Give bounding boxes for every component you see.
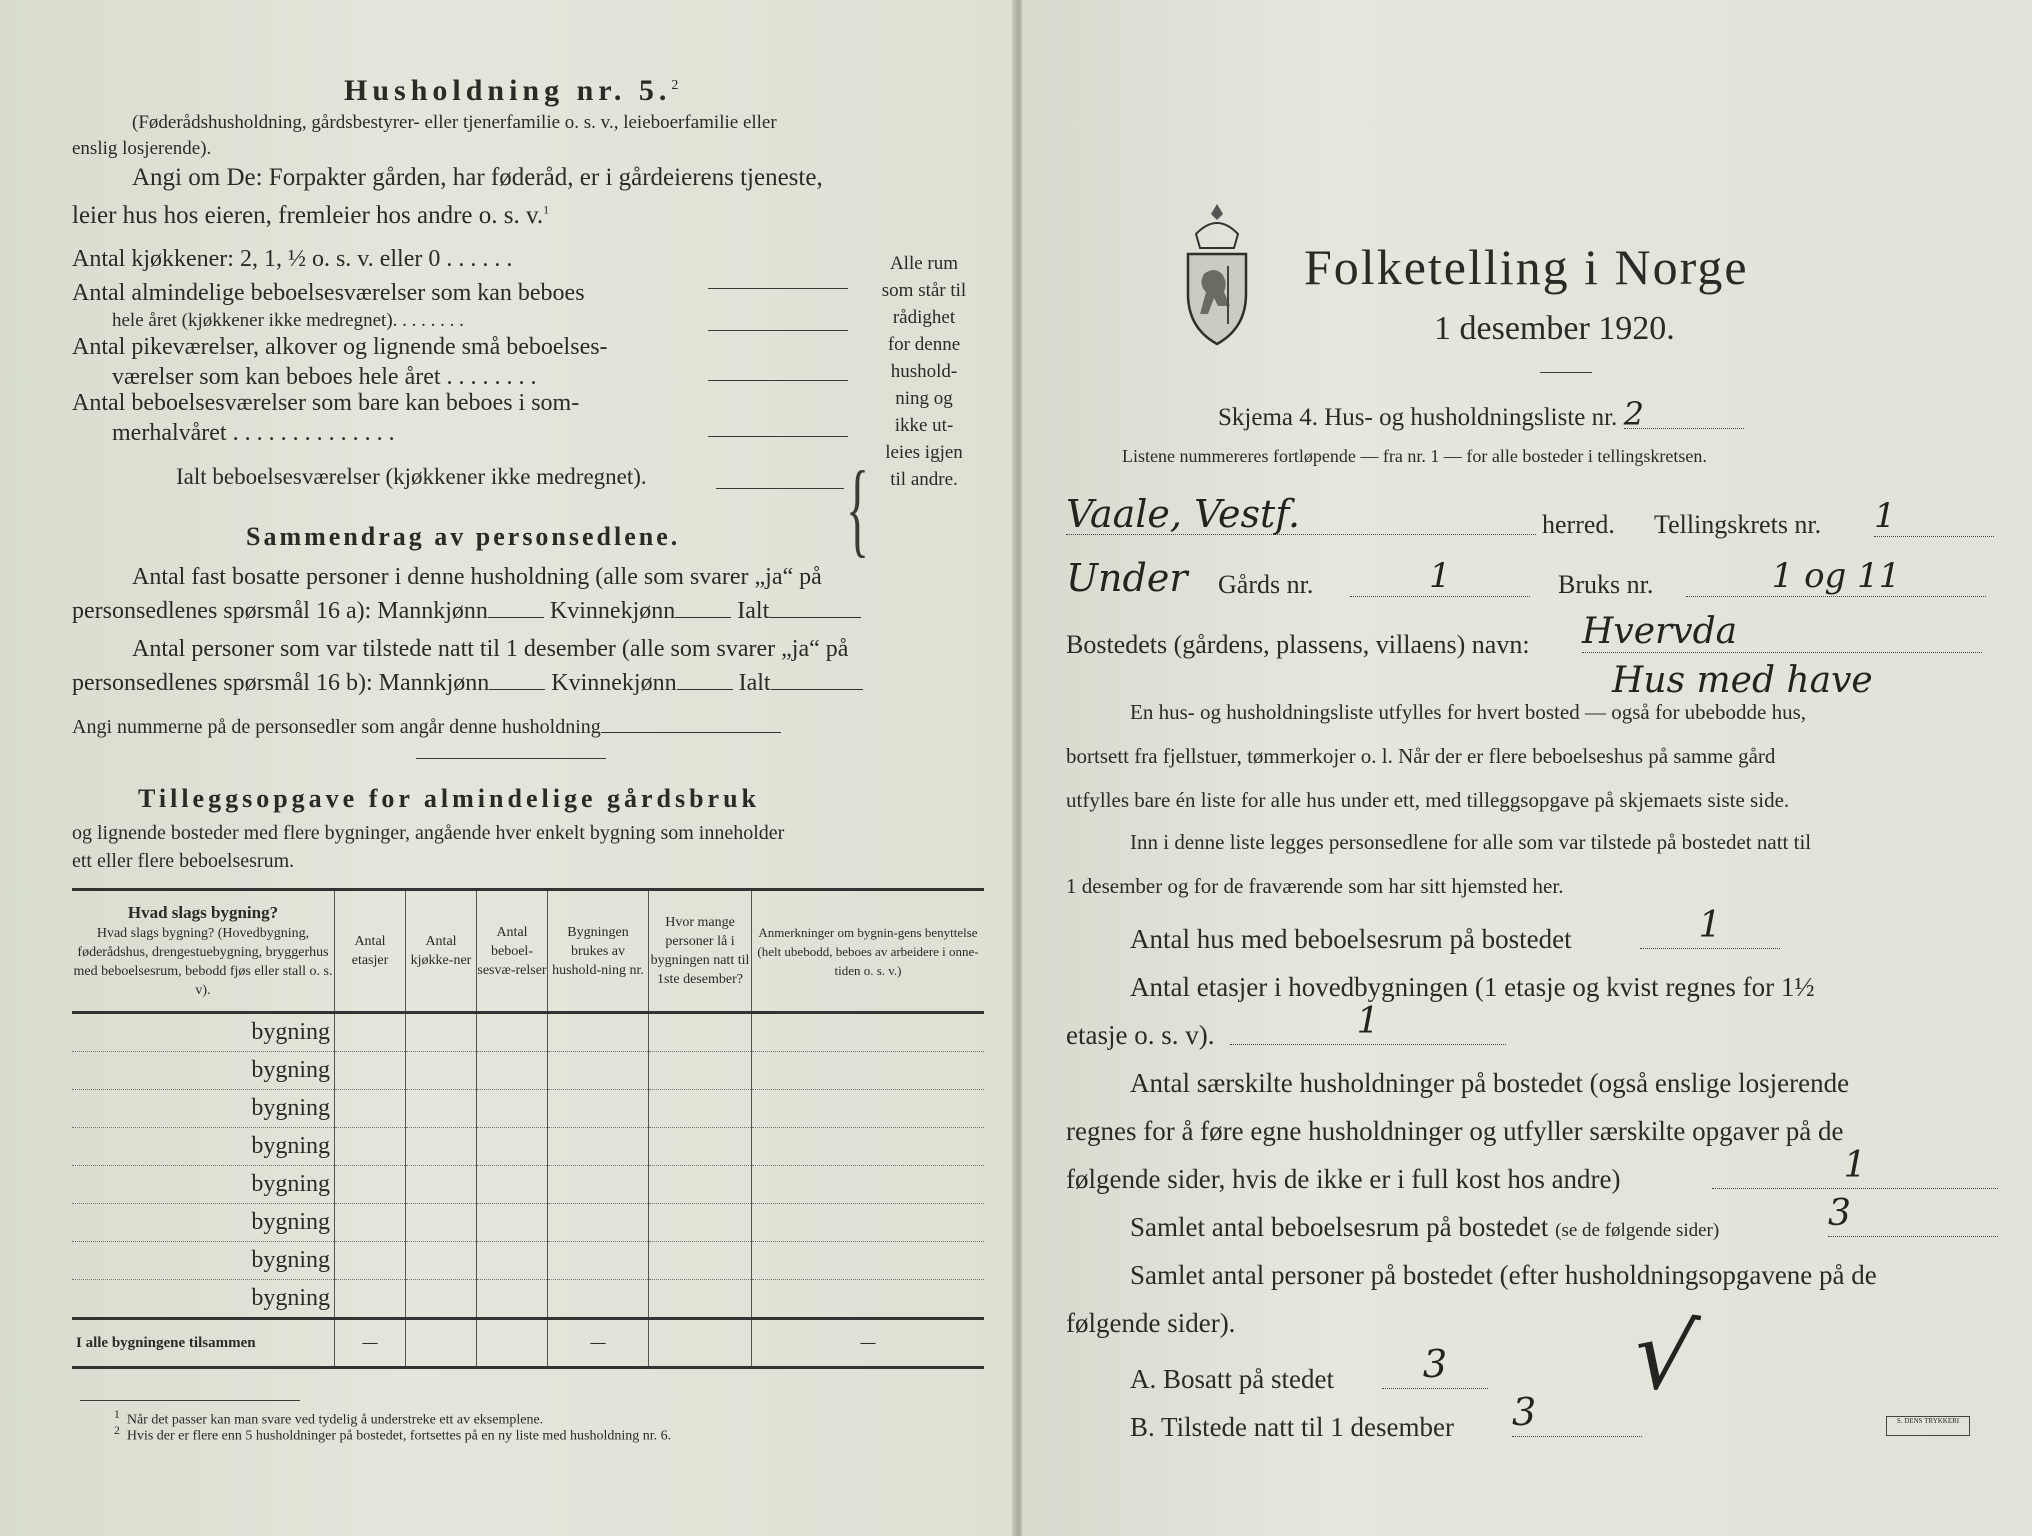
summary-line-1a: Antal fast bosatte personer i denne husholdning (alle som svarer „ja“ på bbox=[132, 564, 822, 590]
table-row bbox=[72, 1242, 984, 1280]
q-pers-1: Samlet antal personer på bostedet (efter husholdningsopgavene på de bbox=[1130, 1260, 1877, 1290]
cell bbox=[548, 1013, 649, 1052]
col-rooms: Antal beboel-sesvæ-relser bbox=[477, 890, 548, 1013]
table-row bbox=[72, 1280, 984, 1319]
supplement-line-1: og lignende bosteder med flere bygninger, angående hver enkelt bygning som inneholder bbox=[72, 822, 785, 844]
household-title: Husholdning nr. 5.$^2$ bbox=[344, 74, 679, 107]
col-used-by: Bygningen brukes av hushold-ning nr. bbox=[548, 890, 649, 1013]
bruks-value: 1 og 11 bbox=[1686, 556, 1986, 597]
row-label: bygning bbox=[72, 1128, 335, 1166]
gards-label: Gårds nr. bbox=[1218, 570, 1314, 599]
numbering-note: Listene nummereres fortløpende — fra nr. 1 — for alle bosteder i tellingskretsen. bbox=[1122, 446, 1707, 466]
right-page bbox=[1022, 0, 2032, 1536]
cell bbox=[649, 1204, 752, 1242]
q-etasjer-1: Antal etasjer i hovedbygningen (1 etasje og kvist regnes for 1½ bbox=[1130, 972, 1815, 1002]
para1-line1: En hus- og husholdningsliste utfylles for hvert bosted — også for ubebodde hus, bbox=[1130, 700, 1806, 724]
row-label: bygning bbox=[72, 1090, 335, 1128]
answer-line bbox=[708, 380, 848, 381]
krets-value: 1 bbox=[1874, 496, 1994, 537]
summary-angi: Angi nummerne på de personsedler som angår denne husholdning bbox=[72, 716, 781, 739]
herred-label: herred. bbox=[1542, 510, 1615, 539]
q-hush-1: Antal særskilte husholdninger på bostedet (også enslige losjerende bbox=[1130, 1068, 1850, 1098]
cell bbox=[406, 1280, 477, 1319]
cell bbox=[752, 1090, 985, 1128]
schema-line: Skjema 4. Hus- og husholdningsliste nr. 2 bbox=[1218, 400, 1744, 432]
cell bbox=[752, 1242, 985, 1280]
cell bbox=[406, 1128, 477, 1166]
q-hush-value: 1 bbox=[1712, 1144, 1998, 1189]
total-floors: — bbox=[335, 1319, 406, 1368]
answer-line bbox=[708, 330, 848, 331]
row-label: bygning bbox=[72, 1280, 335, 1319]
b-tilstede: B. Tilstede natt til 1 desember bbox=[1130, 1412, 1454, 1442]
total-used-by: — bbox=[548, 1319, 649, 1368]
intro-line-2: enslig losjerende). bbox=[72, 138, 212, 159]
q-rum: Samlet antal beboelsesrum på bostedet (se de følgende sider) bbox=[1130, 1212, 1720, 1242]
total-label: I alle bygningene tilsammen bbox=[72, 1319, 335, 1368]
cell bbox=[649, 1052, 752, 1090]
intro-line-1: (Føderådshusholdning, gårdsbestyrer- eller tjenerfamilie o. s. v., leieboerfamilie eller bbox=[132, 112, 777, 133]
para2-line2: 1 desember og for de fraværende som har sitt hjemsted her. bbox=[1066, 874, 1564, 898]
rooms-maid-cont: værelser som kan beboes hele året . . . . . . . . bbox=[112, 364, 537, 390]
gards-prefix: Under bbox=[1066, 556, 1188, 600]
cell bbox=[335, 1280, 406, 1319]
q-hush-3: følgende sider, hvis de ikke er i full kost hos andre) bbox=[1066, 1164, 1621, 1194]
cell bbox=[649, 1128, 752, 1166]
cell bbox=[548, 1090, 649, 1128]
cell bbox=[477, 1166, 548, 1204]
cell bbox=[752, 1166, 985, 1204]
cell bbox=[477, 1204, 548, 1242]
q-pers-2: følgende sider). bbox=[1066, 1308, 1236, 1338]
table-row bbox=[72, 1052, 984, 1090]
bosted-value-1: Hvervda bbox=[1582, 612, 1982, 653]
row-label: bygning bbox=[72, 1204, 335, 1242]
footnote-rule bbox=[80, 1400, 300, 1401]
summary-line-1b: personsedlenes spørsmål 16 a): Mannkjønn Kvinnekjønn Ialt bbox=[72, 598, 861, 625]
herred-value: Vaale, Vestf. bbox=[1066, 494, 1536, 535]
col-persons: Hvor mange personer lå i bygningen natt til 1ste desember? bbox=[649, 890, 752, 1013]
table-row bbox=[72, 1013, 984, 1052]
cell bbox=[406, 1204, 477, 1242]
cell bbox=[335, 1052, 406, 1090]
table-total-row bbox=[72, 1319, 984, 1368]
q-hus-value: 1 bbox=[1640, 904, 1780, 949]
rooms-maid: Antal pikeværelser, alkover og lignende små beboelses- bbox=[72, 334, 608, 360]
census-title: Folketelling i Norge bbox=[1304, 239, 1749, 295]
q-hus: Antal hus med beboelsesrum på bostedet bbox=[1130, 924, 1572, 954]
a-bosatt-value: 3 bbox=[1382, 1340, 1488, 1389]
cell bbox=[406, 1166, 477, 1204]
cell bbox=[649, 1280, 752, 1319]
q-rum-value: 3 bbox=[1828, 1192, 1998, 1237]
col-building-type: Hvad slags bygning? Hvad slags bygning? (Hovedbygning, føderådshus, drengestuebygning, bryggerhus med beboelsesrum, bebodd fjøs eller stall o. s. v). bbox=[72, 890, 335, 1013]
col-kitchens: Antal kjøkke-ner bbox=[406, 890, 477, 1013]
brace-note: Alle rum som står til rådighet for denne hushold- ning og ikke ut- leies igjen til andre. bbox=[881, 253, 967, 490]
brace: { bbox=[846, 451, 870, 569]
gards-value: 1 bbox=[1350, 556, 1530, 597]
cell bbox=[649, 1090, 752, 1128]
bruks-label: Bruks nr. bbox=[1558, 570, 1654, 599]
table-row bbox=[72, 1090, 984, 1128]
cell bbox=[477, 1052, 548, 1090]
cell bbox=[406, 1242, 477, 1280]
cell bbox=[752, 1204, 985, 1242]
building-table bbox=[72, 888, 984, 1369]
rooms-summer: Antal beboelsesværelser som bare kan beboes i som- bbox=[72, 390, 580, 416]
para1-line2: bortsett fra fjellstuer, tømmerkojer o. l. Når der er flere beboelseshus på samme gård bbox=[1066, 744, 1776, 768]
total-remarks: — bbox=[752, 1319, 985, 1368]
supplement-title: Tilleggsopgave for almindelige gårdsbruk bbox=[138, 784, 761, 813]
coat-of-arms-icon bbox=[1182, 200, 1252, 350]
answer-line bbox=[708, 288, 848, 289]
row-label: bygning bbox=[72, 1166, 335, 1204]
cell bbox=[406, 1319, 477, 1368]
row-label: bygning bbox=[72, 1242, 335, 1280]
cell bbox=[477, 1319, 548, 1368]
answer-line bbox=[708, 436, 848, 437]
cell bbox=[335, 1166, 406, 1204]
cell bbox=[649, 1013, 752, 1052]
cell bbox=[752, 1128, 985, 1166]
rooms-summer-cont: merhalvåret . . . . . . . . . . . . . . bbox=[112, 420, 395, 446]
row-label: bygning bbox=[72, 1013, 335, 1052]
cell bbox=[335, 1242, 406, 1280]
summary-line-2b: personsedlenes spørsmål 16 b): Mannkjønn Kvinnekjønn Ialt bbox=[72, 670, 863, 697]
supplement-line-2: ett eller flere beboelsesrum. bbox=[72, 850, 295, 872]
para2-line1: Inn i denne liste legges personsedlene for alle som var tilstede på bostedet natt til bbox=[1130, 830, 1812, 854]
cell bbox=[548, 1242, 649, 1280]
krets-label: Tellingskrets nr. bbox=[1654, 510, 1822, 539]
cell bbox=[335, 1128, 406, 1166]
answer-line bbox=[716, 488, 844, 489]
printer-stamp: S. DENS TRYKKERI bbox=[1886, 1416, 1970, 1436]
cell bbox=[477, 1128, 548, 1166]
q-etasjer-2: etasje o. s. v). bbox=[1066, 1020, 1215, 1050]
summary-title: Sammendrag av personsedlene. bbox=[246, 522, 681, 551]
cell bbox=[649, 1319, 752, 1368]
building-table-header bbox=[72, 890, 984, 1013]
rooms-total: Ialt beboelsesværelser (kjøkkener ikke medregnet). bbox=[176, 464, 647, 489]
footnote-1: $^1$ Når det passer kan man svare ved tydelig å understreke ett av eksemplene. bbox=[114, 1408, 544, 1428]
rooms-kitchens: Antal kjøkkener: 2, 1, ½ o. s. v. eller 0 . . . . . . bbox=[72, 246, 513, 272]
row-label: bygning bbox=[72, 1052, 335, 1090]
cell bbox=[752, 1013, 985, 1052]
para1-line3: utfylles bare én liste for alle hus under ett, med tilleggsopgave på skjemaets siste side. bbox=[1066, 788, 1790, 812]
table-row bbox=[72, 1128, 984, 1166]
cell bbox=[477, 1242, 548, 1280]
q-hush-2: regnes for å føre egne husholdninger og utfyller særskilte opgaver på de bbox=[1066, 1116, 1844, 1146]
cell bbox=[477, 1280, 548, 1319]
col-remarks: Anmerkninger om bygnin-gens benyttelse (helt ubebodd, beboes av arbeidere i onne-tiden o. s. v.) bbox=[752, 890, 985, 1013]
q-etasjer-value: 1 bbox=[1230, 1000, 1506, 1045]
rooms-ordinary-cont: hele året (kjøkkener ikke medregnet). . . . . . . . bbox=[112, 310, 464, 331]
rooms-ordinary: Antal almindelige beboelsesværelser som kan beboes bbox=[72, 280, 585, 306]
cell bbox=[335, 1090, 406, 1128]
col-floors: Antal etasjer bbox=[335, 890, 406, 1013]
footnote-2: $^2$ Hvis der er flere enn 5 husholdninger på bostedet, fortsettes på en ny liste med husholdning nr. 6. bbox=[114, 1424, 672, 1444]
cell bbox=[752, 1280, 985, 1319]
bosted-value-2: Hus med have bbox=[1612, 660, 1873, 701]
cell bbox=[335, 1204, 406, 1242]
cell bbox=[548, 1280, 649, 1319]
title-rule bbox=[1540, 372, 1592, 373]
cell bbox=[548, 1128, 649, 1166]
bosted-label: Bostedets (gårdens, plassens, villaens) navn: bbox=[1066, 630, 1530, 659]
cell bbox=[335, 1013, 406, 1052]
cell bbox=[649, 1242, 752, 1280]
cell bbox=[752, 1052, 985, 1090]
schema-number: 2 bbox=[1624, 400, 1744, 429]
cell bbox=[548, 1052, 649, 1090]
table-row bbox=[72, 1166, 984, 1204]
census-date: 1 desember 1920. bbox=[1434, 310, 1675, 347]
separator bbox=[416, 758, 606, 759]
table-row bbox=[72, 1204, 984, 1242]
a-bosatt: A. Bosatt på stedet bbox=[1130, 1364, 1334, 1394]
cell bbox=[477, 1013, 548, 1052]
ask-line-1: Angi om De: Forpakter gården, har føderåd, er i gårdeierens tjeneste, bbox=[132, 164, 823, 191]
cell bbox=[406, 1013, 477, 1052]
summary-line-2a: Antal personer som var tilstede natt til 1 desember (alle som svarer „ja“ på bbox=[132, 636, 849, 662]
cell bbox=[548, 1166, 649, 1204]
cell bbox=[548, 1204, 649, 1242]
cell bbox=[406, 1090, 477, 1128]
b-tilstede-value: 3 bbox=[1512, 1388, 1642, 1437]
cell bbox=[649, 1166, 752, 1204]
ask-line-2: leier hus hos eieren, fremleier hos andre o. s. v.$^1$ bbox=[72, 202, 550, 229]
cell bbox=[477, 1090, 548, 1128]
cell bbox=[406, 1052, 477, 1090]
check-mark: √ bbox=[1626, 1296, 1703, 1416]
